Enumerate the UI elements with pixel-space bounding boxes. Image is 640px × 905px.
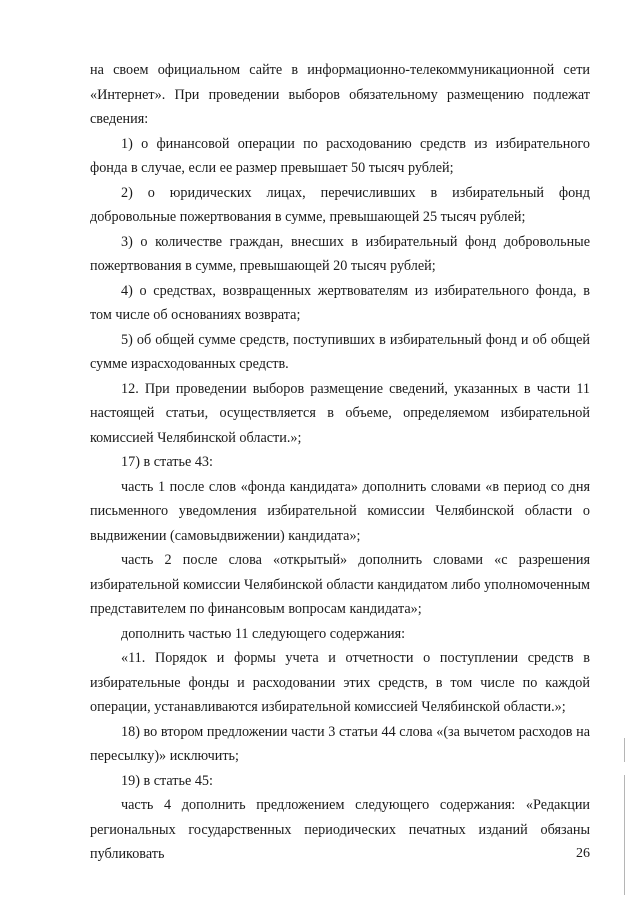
- paragraph: 18) во втором предложении части 3 статьи 44 слова «(за вычетом расходов на пересылку)» исключить;: [90, 723, 590, 764]
- paragraph: «11. Порядок и формы учета и отчетности о поступлении средств в избирательные фонды и расходовании этих средств, в том числе по каждой операции, устанавливаются избирательной комиссией Челябинской области.»;: [90, 650, 590, 715]
- paragraph: 17) в статье 43:: [121, 454, 213, 470]
- body-text: [90, 58, 590, 867]
- paragraph: 12. При проведении выборов размещение сведений, указанных в части 11 настоящей статьи, осуществляется в объеме, определяемом избирательной комиссией Челябинской области.»;: [90, 380, 590, 446]
- paragraph: 2) о юридических лицах, перечисливших в избирательный фонд добровольные пожертвования в сумме, превышающей 25 тысяч рублей;: [90, 184, 590, 225]
- paragraph: часть 4 дополнить предложением следующего содержания: «Редакции региональных государственных периодических печатных изданий обязаны публиковать: [90, 797, 590, 862]
- paragraph: 4) о средствах, возвращенных жертвователям из избирательного фонда, в том числе об основаниях возврата;: [90, 282, 590, 323]
- paragraph: на своем официальном сайте в информационно-телекоммуникационной сети «Интернет». При проведении выборов обязательному размещению подлежат сведения:: [90, 62, 590, 127]
- paragraph: 19) в статье 45:: [121, 772, 213, 789]
- paragraph: 1) о финансовой операции по расходованию средств из избирательного фонда в случае, если ее размер превышает 50 тысяч рублей;: [90, 135, 590, 176]
- scan-edge-mark: [624, 738, 625, 762]
- paragraph: часть 1 после слов «фонда кандидата» дополнить словами «в период со дня письменного уведомления избирательной комиссии Челябинской области о выдвижении (самовыдвижении) кандидата»;: [90, 478, 590, 544]
- paragraph: 3) о количестве граждан, внесших в избирательный фонд добровольные пожертвования в сумме, превышающей 20 тысяч рублей;: [90, 233, 590, 274]
- paragraph: 5) об общей сумме средств, поступивших в избирательный фонд и об общей сумме израсходованных средств.: [90, 331, 590, 372]
- paragraph: часть 2 после слова «открытый» дополнить словами «с разрешения избирательной комиссии Челябинской области кандидатом либо уполномоченным представителем по финансовым вопросам кандидата»;: [90, 552, 590, 617]
- scan-edge-mark: [624, 775, 625, 895]
- paragraph: дополнить частью 11 следующего содержания:: [121, 625, 406, 642]
- page-number: 26: [576, 846, 590, 861]
